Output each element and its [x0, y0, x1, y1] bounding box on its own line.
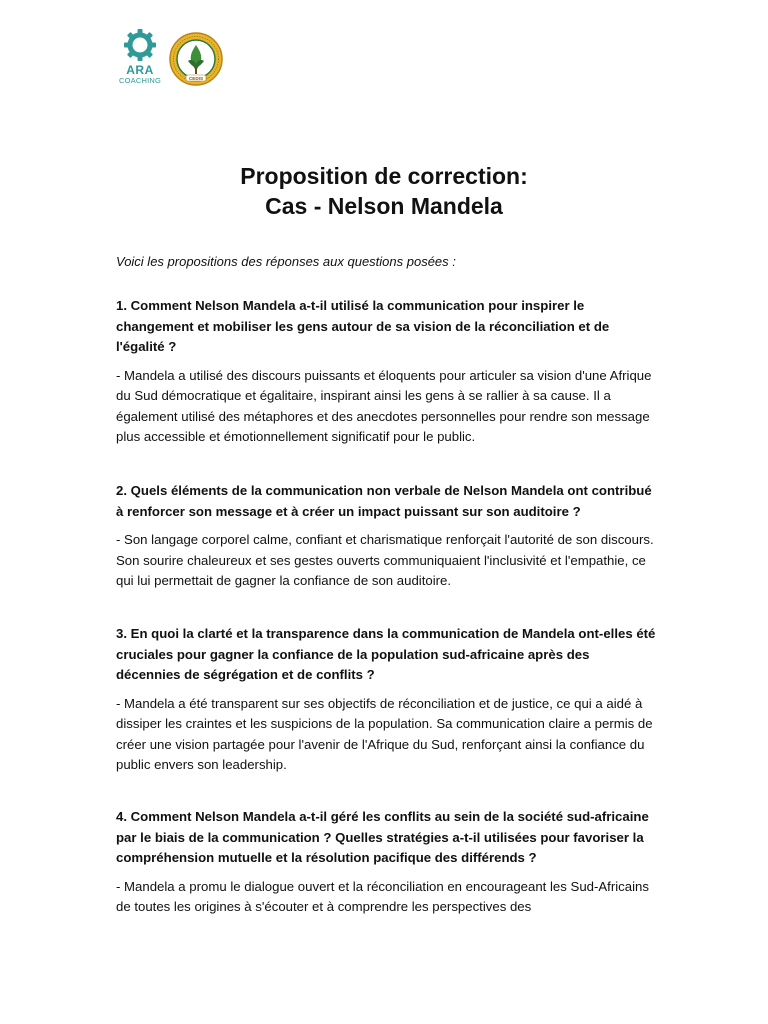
seal-icon [168, 31, 224, 87]
question-text: 4. Comment Nelson Mandela a-t-il géré les conflits au sein de la société sud-africaine par le biais de la communication ? Quelles stratégies a-t-il utilisées pour favoriser la compréhension mutuelle et la résolution pacifique des différends ? [116, 809, 649, 865]
question-text: 2. Quels éléments de la communication non verbale de Nelson Mandela ont contribué à renforcer son message et à créer un impact puissant sur son auditoire ? [116, 483, 652, 519]
title-line-2: Cas - Nelson Mandela [265, 193, 503, 220]
answer-text: - Mandela a promu le dialogue ouvert et la réconciliation en encourageant les Sud-Africains de toutes les origines à s'écouter et à comprendre les perspectives des [116, 878, 649, 914]
title-line-1: Proposition de correction: [240, 163, 528, 190]
intro-text: Voici les propositions des réponses aux questions posées : [116, 254, 456, 269]
cedis-seal-label: CEDIS [188, 76, 204, 81]
answer-text: - Mandela a utilisé des discours puissants et éloquents pour articuler sa vision d'une Afrique du Sud démocratique et égalitaire, inspirant ainsi les gens à se rallier à sa cause. Il a également utilisé des métaphores et des anecdotes personnelles pour rendre son message plus accessible et émotionnellement significatif pour le public. [116, 367, 652, 444]
question-text: 3. En quoi la clarté et la transparence dans la communication de Mandela ont-elles été cruciales pour gagner la confiance de la population sud-africaine après des décennies de ségrégation et de conflits ? [116, 626, 656, 682]
ara-coaching-logo [116, 28, 164, 90]
question-block-1 [116, 296, 656, 448]
ara-logo-word: ARA [126, 63, 154, 77]
header-logos [116, 28, 224, 90]
question-block-2 [116, 481, 656, 592]
answer-text: - Mandela a été transparent sur ses objectifs de réconciliation et de justice, ce qui a aidé à dissiper les craintes et les suspicions de la population. Sa communication claire a permis de créer une vision partagée pour l'avenir de l'Afrique du Sud, renforçant ainsi la confiance du public envers son leadership. [116, 695, 653, 772]
question-block-4 [116, 807, 656, 918]
gear-icon [116, 28, 164, 64]
cedis-seal-logo [168, 31, 224, 87]
document-title [0, 161, 768, 221]
question-text: 1. Comment Nelson Mandela a-t-il utilisé la communication pour inspirer le changement et mobiliser les gens autour de sa vision de la réconciliation et de l'égalité ? [116, 298, 610, 354]
ara-logo-subtitle: COACHING [118, 76, 162, 85]
question-block-3 [116, 624, 656, 776]
answer-text: - Son langage corporel calme, confiant et charismatique renforçait l'autorité de son discours. Son sourire chaleureux et ses gestes ouverts communiquaient l'inclusivité et l'empathie, ce qui lui permettait de gagner la confiance de son auditoire. [116, 532, 654, 588]
